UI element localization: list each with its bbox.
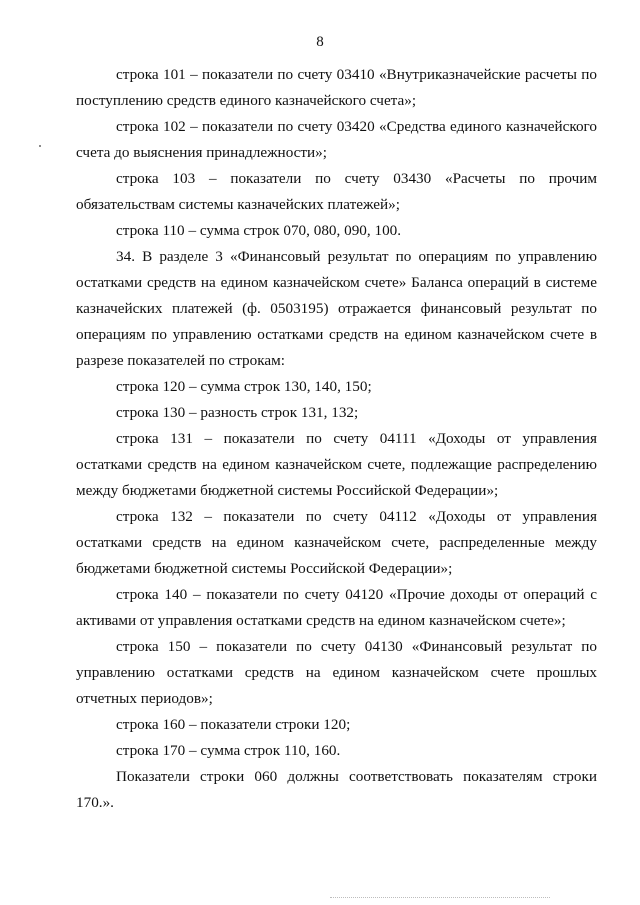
paragraph-line-110: строка 110 – сумма строк 070, 080, 090, 100. <box>116 222 402 239</box>
paragraph-line-101: строка 101 – показатели по счету 03410 «Внутриказначейские расчеты по поступлению средств единого казначейского счета»; <box>76 66 597 109</box>
paragraph-line-131: строка 131 – показатели по счету 04111 «Доходы от управления остатками средств на едином казначейском счете, подлежащие распределению между бюджетами бюджетной системы Российской Федерации»; <box>76 430 597 499</box>
paragraph-line-102: строка 102 – показатели по счету 03420 «Средства единого казначейского счета до выяснения принадлежности»; <box>76 118 597 161</box>
scan-edge-line <box>330 897 550 898</box>
page-number: 8 <box>316 34 324 50</box>
paragraph-line-150: строка 150 – показатели по счету 04130 «Финансовый результат по управлению остатками средств на едином казначейском счете прошлых отчетных периодов»; <box>76 638 597 707</box>
paragraph-line-170: строка 170 – сумма строк 110, 160. <box>116 742 341 759</box>
paragraph-line-160: строка 160 – показатели строки 120; <box>116 716 351 733</box>
paragraph-section-34: 34. В разделе 3 «Финансовый результат по операциям по управлению остатками средств на едином казначейском счете» Баланса операций в системе казначейских платежей (ф. 0503195) отражается финансовый результат по операциям по управлению остатками средств на едином казначейском счете в разрезе показателей по строкам: <box>76 248 597 369</box>
paragraph-line-103: строка 103 – показатели по счету 03430 «Расчеты по прочим обязательствам системы казначейских платежей»; <box>76 170 597 213</box>
paragraph-line-132: строка 132 – показатели по счету 04112 «Доходы от управления остатками средств на едином казначейском счете, распределенные между бюджетами бюджетной системы Российской Федерации»; <box>76 508 597 577</box>
paragraph-line-140: строка 140 – показатели по счету 04120 «Прочие доходы от операций с активами от управления остатками средств на едином казначейском счете»; <box>76 586 597 629</box>
document-body <box>76 62 597 816</box>
paragraph-line-130: строка 130 – разность строк 131, 132; <box>116 404 359 421</box>
paragraph-closing: Показатели строки 060 должны соответствовать показателям строки 170.». <box>76 768 597 811</box>
scan-speck <box>39 145 41 147</box>
paragraph-line-120: строка 120 – сумма строк 130, 140, 150; <box>116 378 372 395</box>
